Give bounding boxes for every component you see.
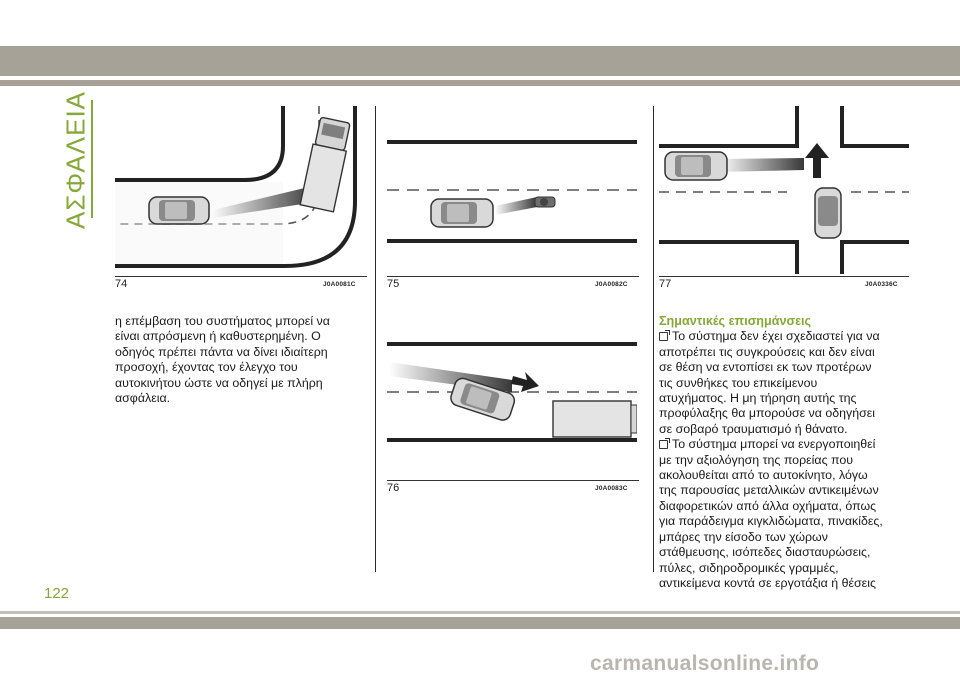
paragraph-text: προφύλαξης θα μπορούσε να οδηγήσει (659, 406, 876, 421)
arrow-up-icon (805, 143, 829, 178)
paragraph-text: μπάρες την είσοδο των χώρων (659, 529, 828, 544)
paragraph-line (659, 422, 914, 437)
truck-icon (553, 401, 637, 437)
paragraph-text: της παρουσίας μεταλλικών αντικειμένων (659, 483, 879, 498)
left-text (115, 314, 370, 406)
paragraph-text: με την αξιολόγηση της πορείας που (659, 452, 854, 467)
footer-band-thin (0, 611, 960, 614)
paragraph-text: για παράδειγμα κιγκλιδώματα, πινακίδες, (659, 514, 883, 529)
figure-76-code: J0A0083C (595, 485, 628, 492)
paragraph-line (659, 514, 914, 529)
figure-74-rule (115, 276, 367, 277)
figure-75-code: J0A0082C (595, 281, 628, 288)
watermark: carmanualsonline.info (590, 652, 820, 675)
car-icon (815, 188, 841, 238)
paragraph-text: αντικείμενα κοντά σε εργοτάξια ή θέσεις (659, 575, 876, 590)
warning-box-icon (659, 440, 668, 449)
paragraph-line (659, 576, 914, 591)
right-text (659, 314, 914, 591)
paragraph-line (659, 345, 914, 360)
figure-74-code: J0A0081C (323, 281, 356, 288)
paragraph-line (659, 530, 914, 545)
figure-76-rule (387, 480, 639, 481)
paragraph-line (659, 376, 914, 391)
paragraph-line (659, 406, 914, 421)
car-icon (665, 152, 727, 180)
figure-74-number: 74 (115, 278, 128, 290)
paragraph-text: ακολουθείται από το αυτοκίνητο, λόγω (659, 468, 868, 483)
figure-76-number: 76 (387, 482, 400, 494)
figure-76 (387, 328, 637, 494)
warning-box-icon (659, 332, 668, 341)
motorcycle-icon (535, 197, 555, 207)
section-title-text: ΑΣΦΑΛΕΙΑ (60, 90, 91, 230)
figure-77 (659, 106, 909, 290)
paragraph-text: στάθμευσης, ισόπεδες διασταυρώσεις, (659, 545, 871, 560)
paragraph-text: πύλες, σιδηροδρομικές γραμμές, (659, 560, 839, 575)
paragraph-text: διαφορετικών από άλλα οχήματα, όπως (659, 498, 877, 513)
page-number: 122 (44, 585, 70, 602)
paragraph-text: αποτρέπει τις συγκρούσεις και δεν είναι (659, 344, 875, 359)
paragraph-text: τις συνθήκες του επικείμενου (659, 375, 818, 390)
paragraph-text: Το σύστημα δεν έχει σχεδιαστεί για να (672, 329, 880, 344)
paragraph-line (659, 391, 914, 406)
column-divider-1 (375, 106, 376, 572)
arrow-icon (511, 372, 539, 392)
figure-75-rule (387, 276, 639, 277)
paragraph-text: σε σοβαρό τραυματισμό ή θάνατο. (659, 421, 848, 436)
car-icon (431, 199, 493, 227)
left-text-line: είναι απρόσμενη ή καθυστερημένη. Ο (115, 329, 321, 344)
paragraph-text: Το σύστημα μπορεί να ενεργοποιηθεί (672, 437, 876, 452)
left-text-line: προσοχή, έχοντας τον έλεγχο του (115, 360, 298, 375)
section-title (58, 90, 94, 230)
figure-77-rule (659, 276, 909, 277)
paragraph-line (659, 561, 914, 576)
important-notes-body (659, 329, 914, 591)
figure-74-illustration (115, 106, 365, 274)
header-band (0, 46, 960, 76)
bullet-paragraph-start (659, 437, 914, 452)
important-notes-heading: Σημαντικές επισημάνσεις (659, 314, 812, 328)
figure-76-illustration (387, 328, 637, 478)
left-text-line: αυτοκινήτου ώστε να οδηγεί με πλήρη (115, 375, 323, 390)
paragraph-line (659, 468, 914, 483)
paragraph-line (659, 483, 914, 498)
paragraph-text: ατυχήματος. Η μη τήρηση αυτής της (659, 391, 857, 406)
section-title-rule (91, 100, 93, 218)
bullet-paragraph-start (659, 329, 914, 344)
paragraph-line (659, 360, 914, 375)
paragraph-text: σε θέση να εντοπίσει εκ των προτέρων (659, 360, 872, 375)
car-icon (149, 197, 209, 224)
figure-75-illustration (387, 106, 637, 274)
footer-band (0, 617, 960, 629)
figure-75-number: 75 (387, 278, 400, 290)
figure-77-illustration (659, 106, 909, 274)
figure-77-number: 77 (659, 278, 672, 290)
header-band-thin (0, 80, 960, 86)
paragraph-line (659, 453, 914, 468)
figure-74 (115, 106, 365, 290)
figure-77-code: J0A0336C (865, 281, 898, 288)
figure-75 (387, 106, 637, 290)
paragraph-line (659, 499, 914, 514)
left-text-line: οδηγός πρέπει πάντα να δίνει ιδιαίτερη (115, 344, 328, 359)
left-text-line: ασφάλεια. (115, 391, 171, 406)
left-text-line: η επέμβαση του συστήματος μπορεί να (115, 314, 330, 328)
paragraph-line (659, 545, 914, 560)
column-divider-2 (653, 106, 654, 572)
